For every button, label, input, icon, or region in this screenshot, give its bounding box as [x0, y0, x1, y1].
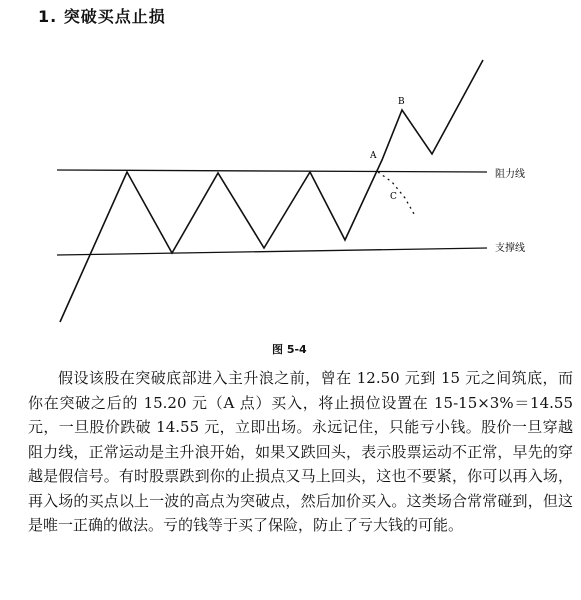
body-paragraph: 假设该股在突破底部进入主升浪之前，曾在 12.50 元到 15 元之间筑底，而你在突破之后的 15.20 元（A 点）买入，将止损位设置在 15-15×3%＝14.55 元，一旦股价跌破 14.55 元，立即出场。永远记住，只能亏小钱。股价一旦穿越阻力线，正常运动是主升浪开始，如果又跌回头，表示股票运动不正常，早先的穿越是假信号。有时股票跌到你的止损点又马上回头，这也不要紧，你可以再入场，再入场的买点以上一波的高点为突破点，然后加价买入。这类场合常常碰到，但这是唯一正确的做法。亏的钱等于买了保险，防止了亏大钱的可能。: [28, 369, 573, 534]
body-text: [28, 366, 573, 538]
support-line: [57, 248, 487, 255]
resistance-label: 阻力线: [495, 169, 525, 180]
resistance-line: [57, 170, 487, 172]
point-c-label: C: [390, 192, 397, 202]
price-path: [60, 60, 483, 322]
support-label: 支撑线: [495, 243, 525, 254]
point-b-label: B: [398, 97, 405, 107]
point-a-label: A: [370, 151, 377, 161]
figure-caption: 图 5-4: [272, 343, 307, 356]
section-title: 1. 突破买点止损: [38, 7, 166, 26]
